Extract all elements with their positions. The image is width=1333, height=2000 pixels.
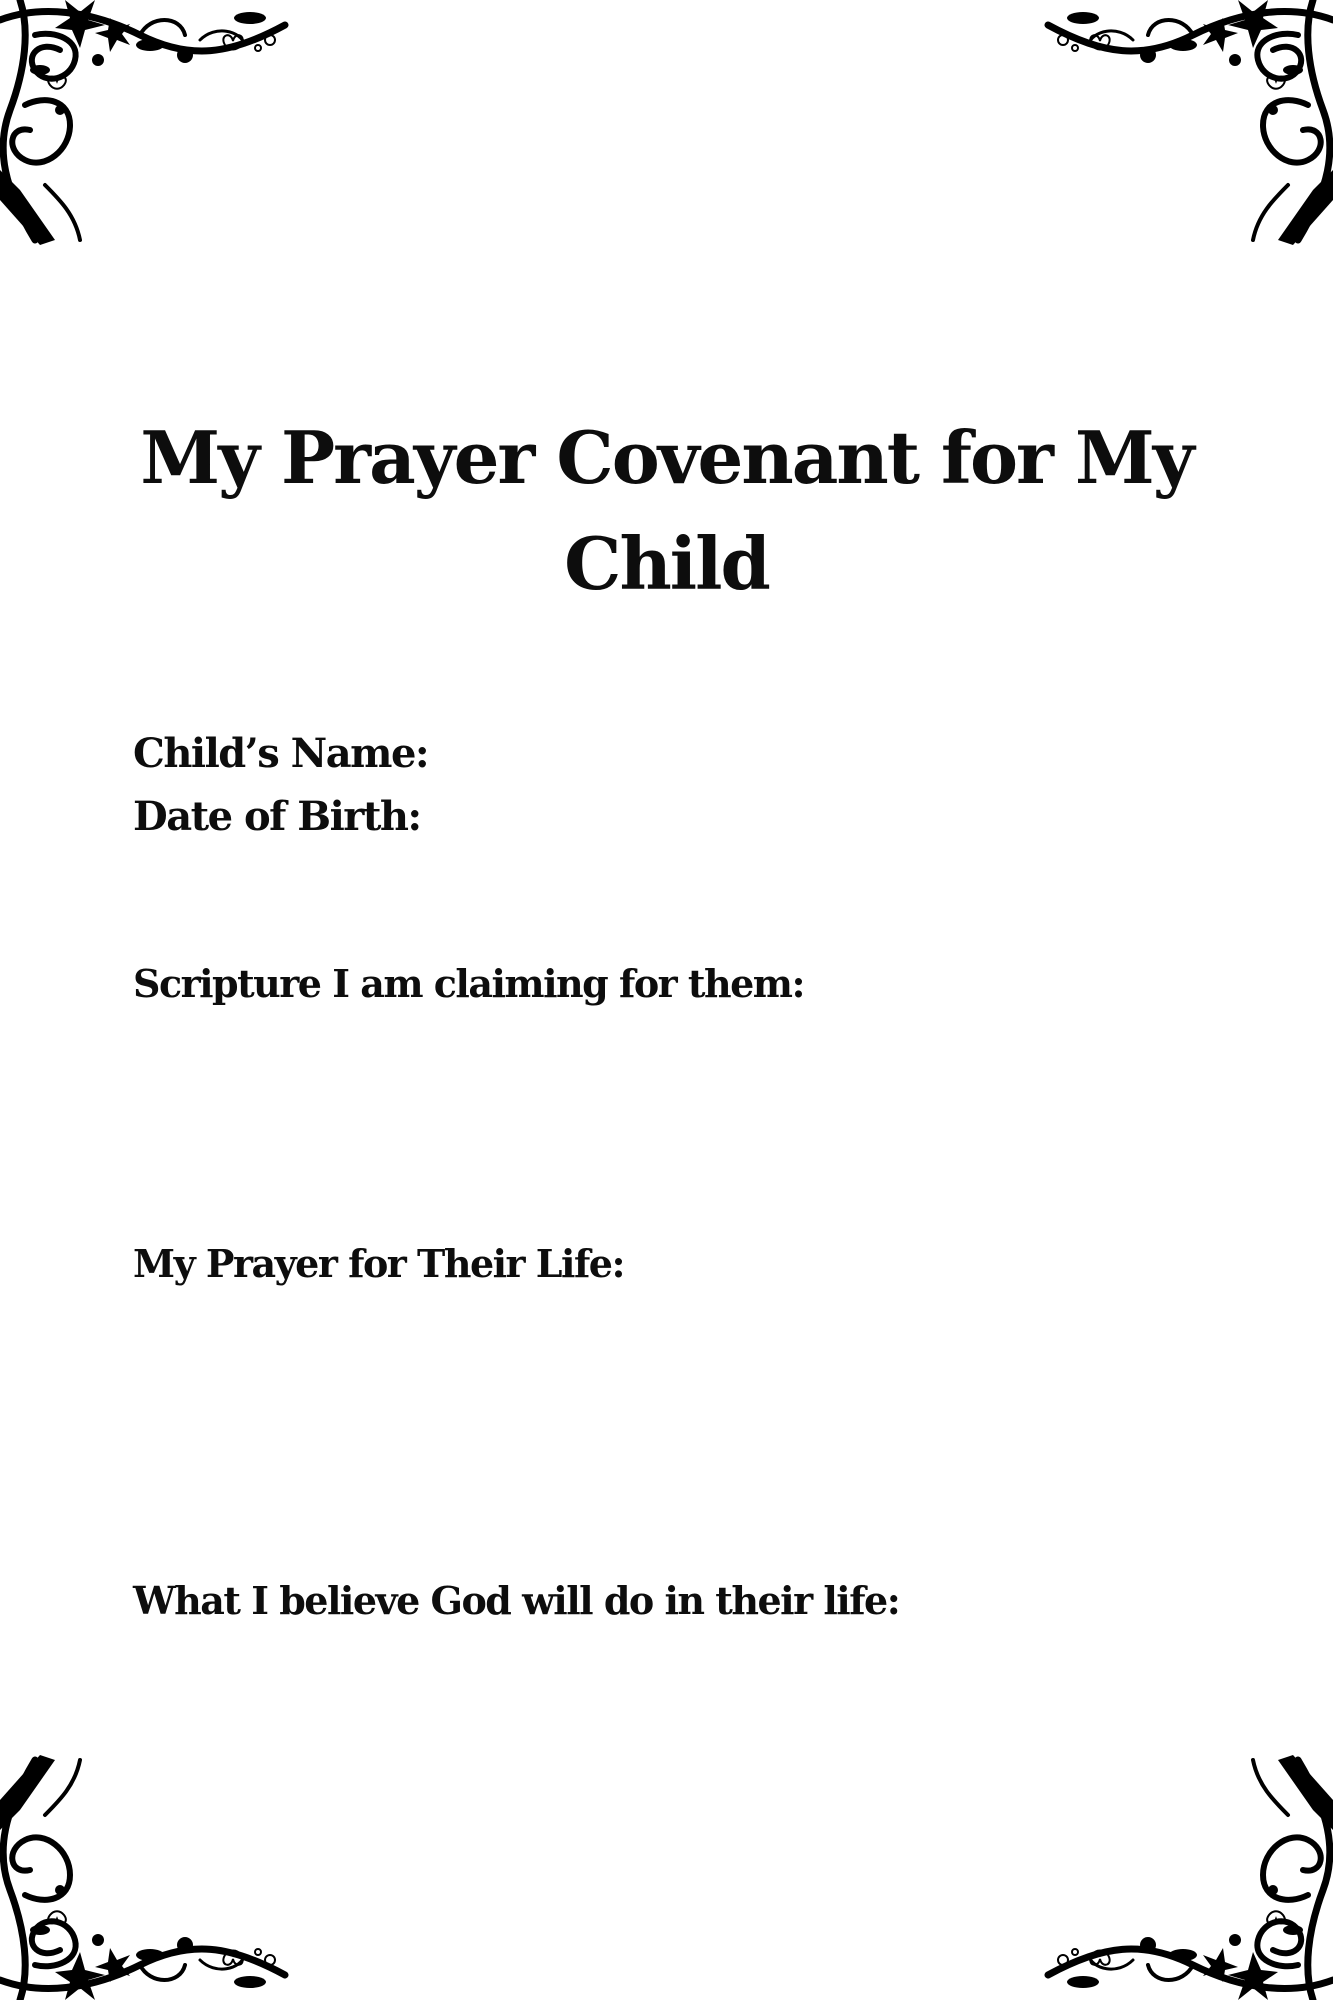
floral-swirl-icon bbox=[1033, 0, 1333, 250]
child-name-label: Child’s Name: bbox=[133, 730, 429, 777]
floral-corner-ornament-bottom-left bbox=[0, 1750, 300, 2000]
page-title: My Prayer Covenant for My Child bbox=[140, 415, 1193, 606]
date-of-birth-label: Date of Birth: bbox=[133, 793, 421, 840]
floral-swirl-icon bbox=[0, 1750, 300, 2000]
floral-swirl-icon bbox=[1033, 1750, 1333, 2000]
belief-label: What I believe God will do in their life: bbox=[133, 1578, 900, 1623]
floral-corner-ornament-bottom-right bbox=[1033, 1750, 1333, 2000]
floral-swirl-icon bbox=[0, 0, 300, 250]
floral-corner-ornament-top-left bbox=[0, 0, 300, 250]
scripture-label: Scripture I am claiming for them: bbox=[133, 961, 805, 1006]
prayer-label: My Prayer for Their Life: bbox=[133, 1241, 625, 1286]
floral-corner-ornament-top-right bbox=[1033, 0, 1333, 250]
